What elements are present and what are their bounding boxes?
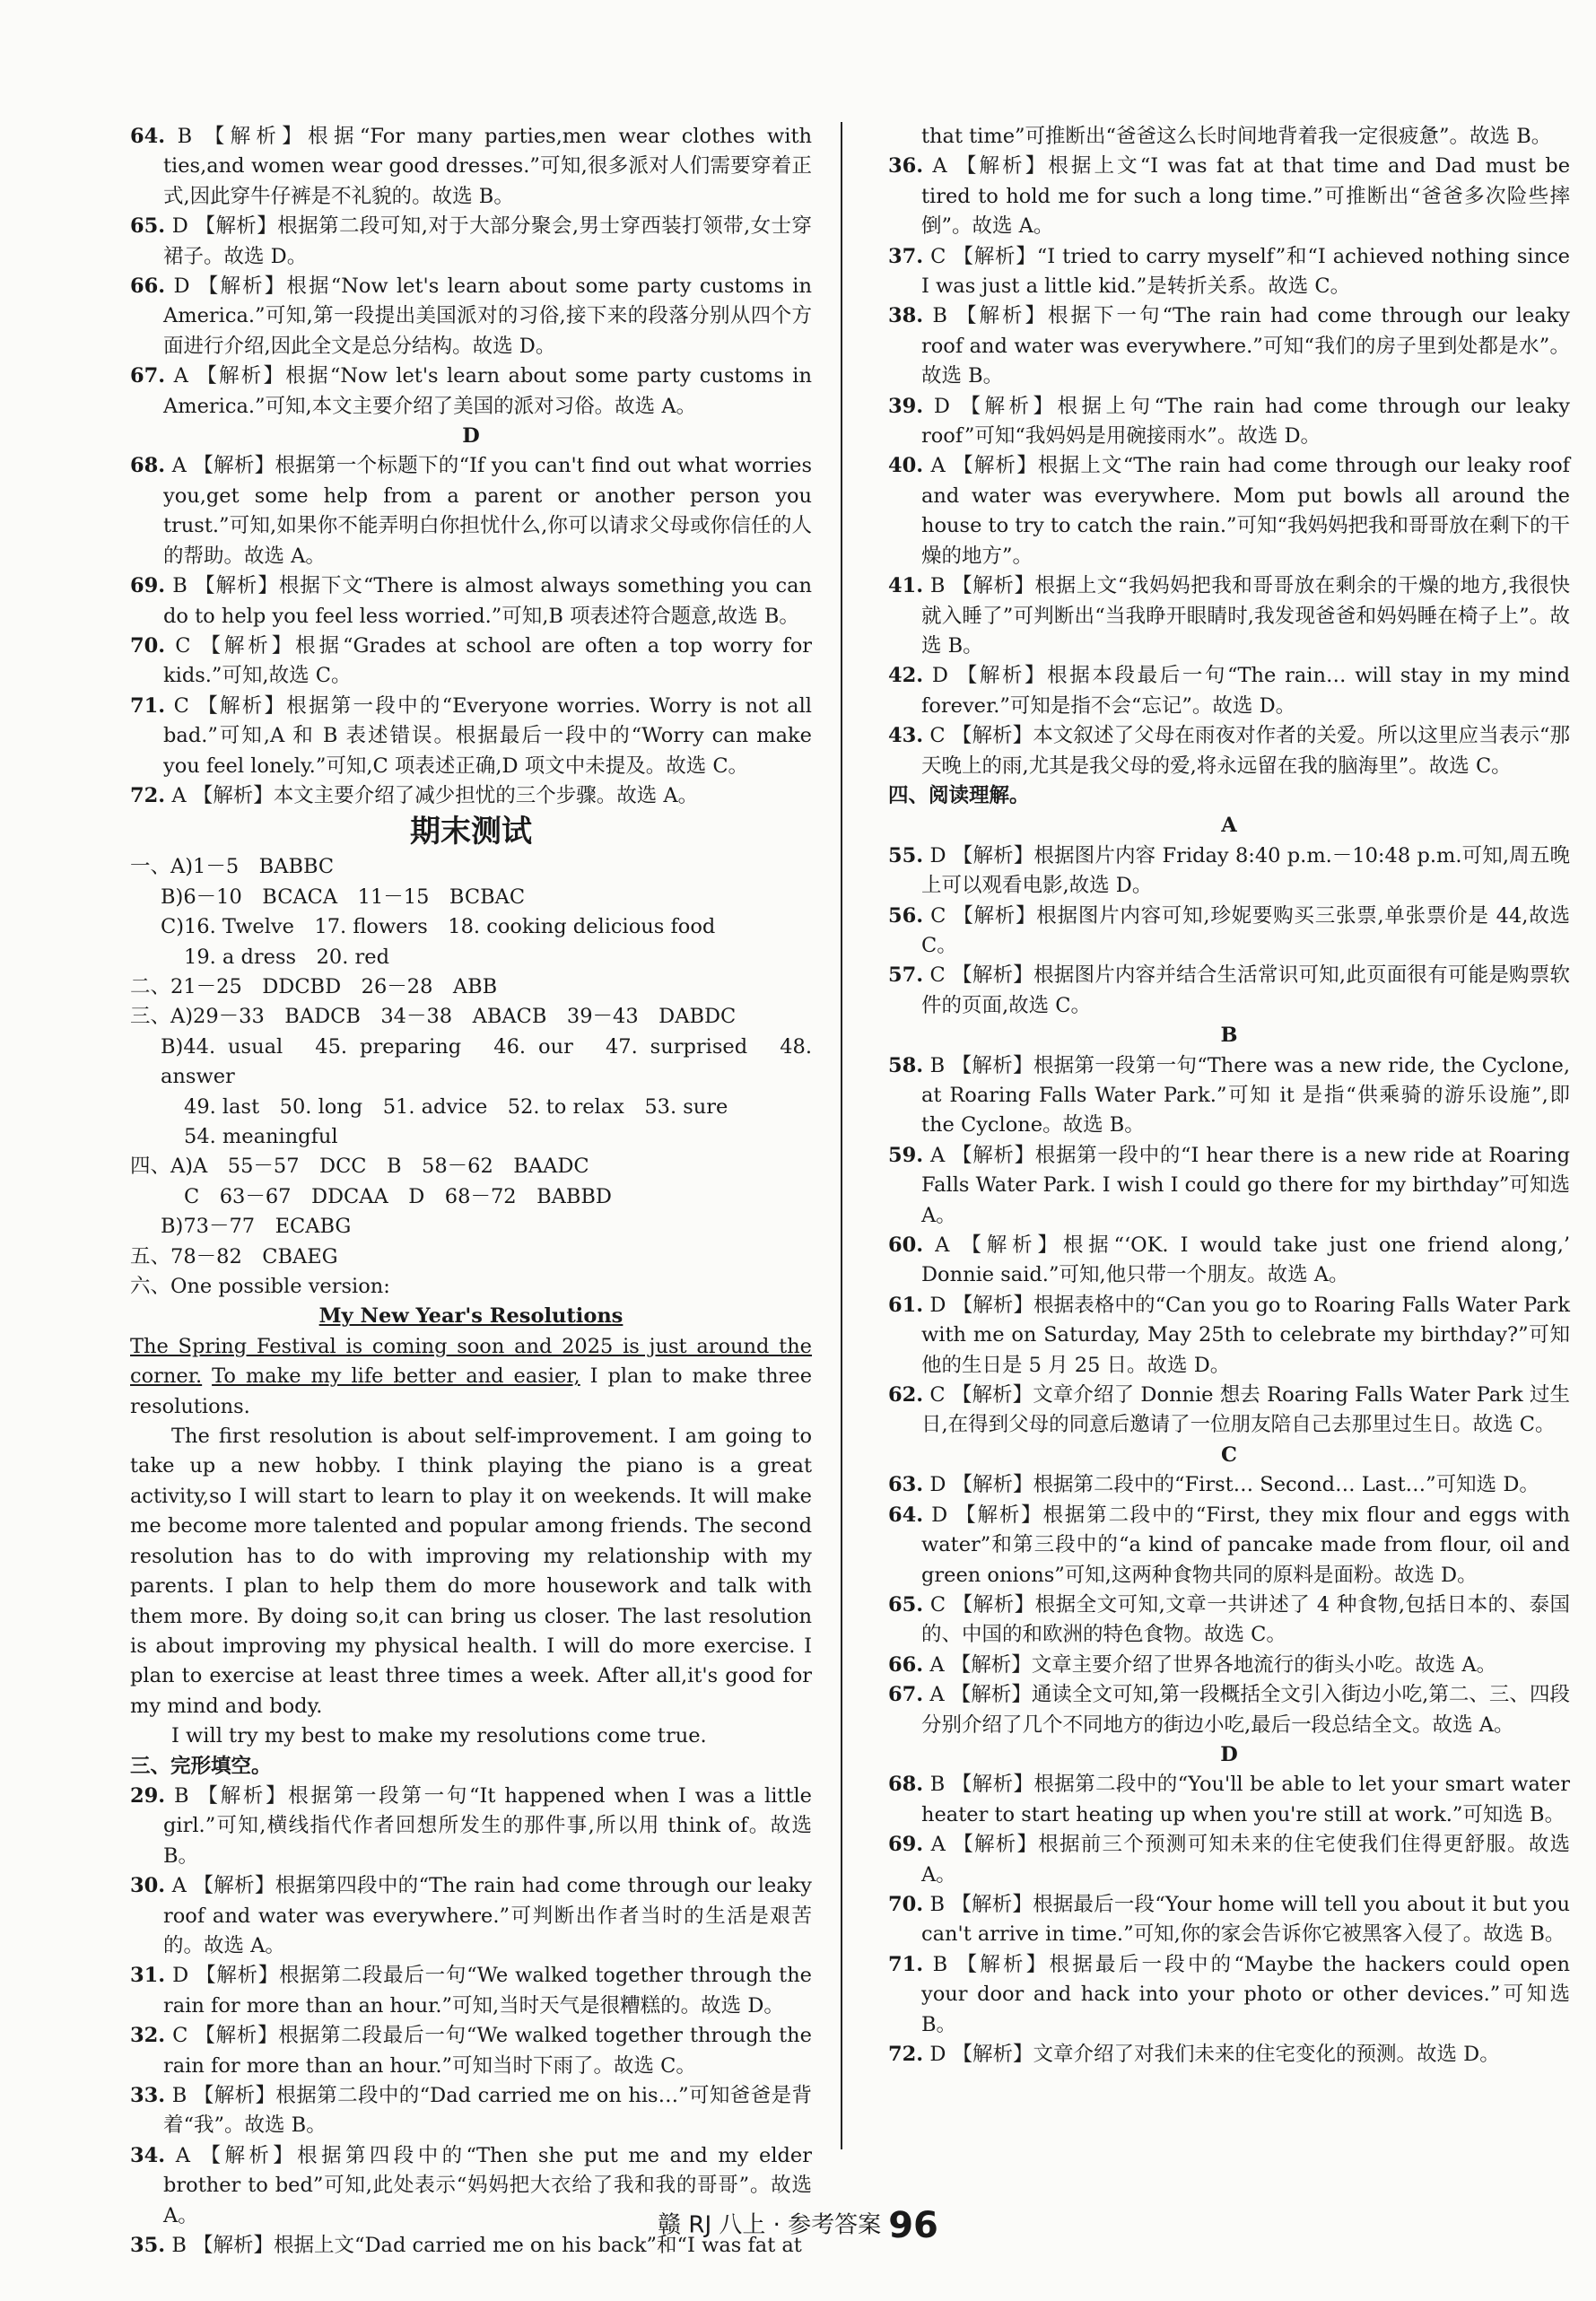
item-number: 34. — [130, 2143, 166, 2167]
item-text: C 【解析】根据图片内容并结合生活常识可知,此页面很有可能是购票软件的页面,故选 C。 — [921, 963, 1571, 1017]
item-text: D 【解析】根据表格中的“Can you go to Roaring Falls Water Park with me on Saturday, May 25th to celebrate my birthday?”可知他的生日是 5 月 25 日。故选 D。 — [921, 1293, 1571, 1377]
essay-underline-1: The Spring Festival is coming soon and 2025 is just around the corner. — [130, 1334, 812, 1389]
answer-item — [888, 1890, 1570, 1950]
answer-key-line: 一、A)1－5 BABBC — [130, 855, 335, 879]
item-text: C 【解析】根据第一段中的“Everyone worries. Worry is not all bad.”可知,A 和 B 表述错误。根据最后一段中的“Worry can make you feel lonely.”可知,C 项表述正确,D 项文中未提及。故选 C。 — [163, 693, 812, 778]
item-text: B 【解析】根据最后一段“Your home will tell you about it but you can't arrive in time.”可知,你的家会告诉你它被黑客入侵了。故选 B。 — [921, 1892, 1570, 1947]
answer-item — [888, 1830, 1570, 1890]
essay-paragraph: The first resolution is about self-improvement. I am going to take up a new hobby. I think playing the piano is a great activity,so I will start to learn to play it on weekends. It will make me become more talented and popular among friends. The second resolution has to do with improving my relationship with my parents. I plan to help them do more housework and talk with them more. By doing so,it can bring us closer. The last resolution is about improving my physical health. I will do more exercise. I plan to exercise at least three times a week. After all,it's good for my mind and body. — [130, 1425, 812, 1718]
item-number: 66. — [130, 275, 166, 299]
item-text: D 【解析】根据图片内容 Friday 8:40 p.m.－10:48 p.m.可知,周五晚上可以观看电影,故选 D。 — [921, 843, 1571, 898]
answer-item — [888, 152, 1570, 241]
item-number: 69. — [130, 574, 166, 598]
item-number: 64. — [130, 125, 166, 148]
item-number: 42. — [888, 664, 924, 688]
answer-item — [130, 2081, 812, 2141]
item-number: 63. — [888, 1473, 924, 1497]
item-number: 39. — [888, 394, 924, 418]
section-d-heading: D — [1220, 1742, 1238, 1766]
item-text: A 【解析】根据“‘OK. I would take just one friend along,’ Donnie said.”可知,他只带一个朋友。故选 A。 — [921, 1233, 1571, 1287]
item-number: 38. — [888, 304, 924, 328]
item-number: 56. — [888, 903, 924, 928]
item-number: 32. — [130, 2024, 166, 2048]
answer-item — [130, 1961, 812, 2021]
item-number: 66. — [888, 1652, 924, 1677]
footer-label: 赣 RJ 八上 · 参考答案 — [658, 2211, 882, 2239]
answer-item — [888, 1651, 1570, 1680]
right-column — [888, 122, 1570, 2070]
item-text: D 【解析】文章介绍了对我们未来的住宅变化的预测。故选 D。 — [929, 2043, 1500, 2066]
section-cloze-heading: 三、完形填空。 — [130, 1754, 272, 1778]
item-number: 29. — [130, 1783, 166, 1808]
item-text: A 【解析】根据上文“The rain had come through our leaky roof and water was everywhere. Mom put bowls all around the house to try to catch the rain.”可知“我妈妈把我和哥哥放在剩下的干燥的地方”。 — [921, 454, 1570, 568]
item-number: 37. — [888, 244, 924, 268]
item-number: 40. — [888, 454, 924, 478]
answer-key-line: 四、A)A 55－57 DCC B 58－62 BAADC — [130, 1155, 589, 1179]
answer-item — [888, 961, 1570, 1021]
item-number: 72. — [130, 783, 166, 807]
left-column — [130, 122, 812, 2261]
item-number: 67. — [130, 364, 166, 388]
answer-item — [888, 1680, 1570, 1740]
answer-item — [888, 571, 1570, 661]
section-a-heading: A — [1221, 814, 1237, 838]
item-text: B 【解析】根据上文“我妈妈把我和哥哥放在剩余的干燥的地方,我很快就入睡了”可判断出“当我睁开眼睛时,我发现爸爸和妈妈睡在椅子上”。故选 B。 — [921, 574, 1571, 658]
answer-item — [888, 242, 1570, 302]
item-text: B 【解析】根据上文“Dad carried me on his back”和“I was fat at — [171, 2234, 802, 2258]
answer-item — [888, 301, 1570, 391]
item-text: A 【解析】根据前三个预测可知未来的住宅使我们住得更舒服。故选 A。 — [921, 1833, 1571, 1887]
answer-item — [888, 1291, 1570, 1381]
answer-item — [130, 692, 812, 781]
answer-item — [130, 362, 812, 422]
answer-item — [888, 392, 1570, 452]
answer-item — [888, 1141, 1570, 1231]
item-text: A 【解析】根据第四段中的“The rain had come through our leaky roof and water was everywhere.”可判断出作者当时的生活是艰苦的。故选 A。 — [163, 1874, 812, 1957]
item-text: D 【解析】根据上句“The rain had come through our leaky roof”可知“我妈妈是用碗接雨水”。故选 D。 — [921, 394, 1570, 449]
item-text: D 【解析】根据本段最后一句“The rain… will stay in my mind forever.”可知是指不会“忘记”。故选 D。 — [921, 664, 1570, 718]
answer-item — [888, 661, 1570, 721]
answer-item — [888, 1501, 1570, 1591]
answer-item — [888, 451, 1570, 571]
item-text: B 【解析】根据第二段中的“Dad carried me on his…”可知爸爸是背着“我”。故选 B。 — [163, 2084, 812, 2138]
answer-item — [888, 1051, 1570, 1141]
page-footer — [0, 2205, 1596, 2246]
answer-key-line: 三、A)29－33 BADCB 34－38 ABACB 39－43 DABDC — [130, 1005, 737, 1029]
continued-text: that time”可推断出“爸爸这么长时间地背着我一定很疲惫”。故选 B。 — [921, 125, 1552, 148]
item-text: D 【解析】根据第二段最后一句“We walked together through the rain for more than an hour.”可知,当时天气是很糟糕的。故选 D。 — [163, 1964, 812, 2018]
answer-key-line: 六、One possible version: — [130, 1275, 390, 1299]
item-text: B 【解析】根据下一句“The rain had come through our leaky roof and water was everywhere.”可知“我们的房子里到处都是水”。故选 B。 — [921, 304, 1570, 388]
section-c-heading: C — [1221, 1442, 1237, 1467]
item-text: A 【解析】本文主要介绍了减少担忧的三个步骤。故选 A。 — [171, 783, 699, 807]
item-number: 58. — [888, 1053, 924, 1077]
item-number: 68. — [130, 454, 166, 478]
answer-key-line: B)44. usual 45. preparing 46. our 47. surprised 48. answer — [161, 1034, 812, 1089]
answer-key-line: C 63－67 DDCAA D 68－72 BABBD — [184, 1184, 612, 1208]
answer-item — [130, 781, 812, 811]
item-number: 33. — [130, 2084, 166, 2107]
item-number: 62. — [888, 1383, 924, 1408]
item-number: 69. — [888, 1833, 924, 1857]
answer-item — [130, 1782, 812, 1871]
answer-item — [888, 1381, 1570, 1441]
item-text: B 【解析】根据第一段第一句“There was a new ride, the Cyclone, at Roaring Falls Water Park.”可知 it 是指“供乘骑的游乐设施”,即 the Cyclone。故选 B。 — [921, 1053, 1571, 1137]
item-number: 65. — [888, 1592, 924, 1617]
item-number: 72. — [888, 2043, 924, 2066]
item-text: A 【解析】根据第一段中的“I hear there is a new ride at Roaring Falls Water Park. I wish I could go there for my birthday”可知选 A。 — [921, 1143, 1570, 1227]
answer-item — [130, 122, 812, 212]
answer-item — [130, 571, 812, 632]
essay-underline-2: To make my life better and easier, — [212, 1364, 580, 1389]
answer-item — [888, 1591, 1570, 1651]
answer-key-line: 五、78－82 CBAEG — [130, 1244, 338, 1268]
essay-intro-rest: I plan to make three resolutions. — [130, 1364, 813, 1418]
answer-item — [130, 451, 812, 571]
item-number: 68. — [888, 1773, 924, 1797]
answer-key-line: B)6－10 BCACA 11－15 BCBAC — [161, 885, 526, 909]
item-text: A 【解析】根据“Now let's learn about some party customs in America.”可知,本文主要介绍了美国的派对习俗。故选 A。 — [163, 364, 812, 418]
answer-key-line: 54. meaningful — [184, 1125, 338, 1148]
item-text: A 【解析】通读全文可知,第一段概括全文引入街边小吃,第二、三、四段分别介绍了几个不同地方的街边小吃,最后一段总结全文。故选 A。 — [921, 1683, 1570, 1737]
column-divider — [841, 122, 842, 2149]
item-number: 71. — [888, 1952, 924, 1976]
answer-item — [888, 1770, 1570, 1830]
item-text: D 【解析】根据第二段中的“First… Second… Last…”可知选 D。 — [929, 1473, 1539, 1497]
answer-item — [888, 841, 1570, 902]
item-number: 41. — [888, 574, 924, 598]
answer-item — [888, 1470, 1570, 1500]
item-text: C 【解析】文章介绍了 Donnie 想去 Roaring Falls Water Park 过生日,在得到父母的同意后邀请了一位朋友陪自己去那里过生日。故选 C。 — [921, 1383, 1571, 1437]
item-number: 35. — [130, 2234, 166, 2258]
section-d-heading: D — [462, 424, 480, 449]
item-text: C 【解析】本文叙述了父母在雨夜对作者的关爱。所以这里应当表示“那天晚上的雨,尤其是我父母的爱,将永远留在我的脑海里”。故选 C。 — [921, 724, 1571, 778]
essay-paragraph: I will try my best to make my resolutions come true. — [171, 1724, 707, 1748]
item-number: 60. — [888, 1233, 924, 1258]
item-number: 61. — [888, 1293, 924, 1317]
item-number: 30. — [130, 1874, 166, 1898]
item-text: A 【解析】文章主要介绍了世界各地流行的街头小吃。故选 A。 — [929, 1652, 1497, 1677]
item-text: C 【解析】根据第二段最后一句“We walked together through the rain for more than an hour.”可知当时下雨了。故选 C。 — [163, 2024, 812, 2078]
section-reading-heading: 四、阅读理解。 — [888, 783, 1030, 807]
item-number: 65. — [130, 214, 166, 239]
page-number: 96 — [888, 2205, 938, 2246]
item-number: 57. — [888, 963, 924, 988]
item-text: A 【解析】根据第一个标题下的“If you can't find out what worries you,get some help from a parent or another person you trust.”可知,如果你不能弄明白你担忧什么,你可以请求父母或你信任的人的帮助。故选 A。 — [163, 454, 813, 568]
item-text: C 【解析】根据全文可知,文章一共讲述了 4 种食物,包括日本的、泰国的、中国的和欧洲的特色食物。故选 C。 — [921, 1592, 1570, 1647]
answer-item — [888, 1950, 1570, 2040]
item-text: D 【解析】根据第二段中的“First, they mix flour and eggs with water”和第三段中的“a kind of pancake made from flour, oil and green onions”可知,这两种食物共同的原料是面粉。故选 D。 — [921, 1503, 1570, 1587]
item-number: 36. — [888, 154, 924, 179]
essay-title: My New Year's Resolutions — [318, 1304, 624, 1329]
answer-item — [130, 1871, 812, 1961]
item-text: C 【解析】根据图片内容可知,珍妮要购买三张票,单张票价是 44,故选 C。 — [921, 903, 1570, 957]
answer-item — [888, 1231, 1570, 1291]
answer-item — [130, 212, 812, 272]
answer-item — [130, 272, 812, 362]
item-number: 55. — [888, 843, 924, 867]
item-number: 67. — [888, 1683, 924, 1707]
answer-key-line: 19. a dress 20. red — [184, 945, 389, 969]
item-number: 70. — [130, 633, 166, 658]
item-text: B 【解析】根据“For many parties,men wear clothes with ties,and women wear good dresses.”可知,很多派对人们需要穿着正式,因此穿牛仔裤是不礼貌的。故选 B。 — [163, 125, 812, 208]
item-text: B 【解析】根据第二段中的“You'll be able to let your smart water heater to start heating up when you're still at work.”可知选 B。 — [921, 1773, 1570, 1826]
essay-intro — [130, 1332, 812, 1422]
answer-key-line: 二、21－25 DDCBD 26－28 ABB — [130, 974, 498, 998]
answer-key-line: B)73－77 ECABG — [161, 1215, 352, 1239]
item-text: C 【解析】根据“Grades at school are often a top worry for kids.”可知,故选 C。 — [163, 633, 812, 688]
item-text: A 【解析】根据上文“I was fat at that time and Dad must be tired to hold me for such a long time.”可推断出“爸爸多次险些摔倒”。故选 A。 — [921, 154, 1571, 239]
item-number: 64. — [888, 1503, 924, 1527]
answer-item — [130, 2021, 812, 2081]
answer-item — [130, 632, 812, 692]
item-text: B 【解析】根据第一段第一句“It happened when I was a little girl.”可知,横线指代作者回想所发生的那件事,所以用 think of。故选 B。 — [163, 1783, 812, 1868]
item-number: 59. — [888, 1143, 924, 1167]
item-text: B 【解析】根据下文“There is almost always something you can do to help you feel less worried.”可知,B 项表述符合题意,故选 B。 — [163, 574, 812, 628]
item-number: 31. — [130, 1964, 166, 1988]
item-number: 43. — [888, 724, 924, 748]
item-text: B 【解析】根据最后一段中的“Maybe the hackers could open your door and hack into your photo or other devices.”可知选 B。 — [921, 1952, 1571, 2036]
item-text: C 【解析】“I tried to carry myself”和“I achieved nothing since I was just a little kid.”是转折关系。故选 C。 — [921, 244, 1570, 299]
answer-item — [888, 2040, 1570, 2070]
answer-key-line: 49. last 50. long 51. advice 52. to relax 53. sure — [184, 1094, 728, 1119]
test-title: 期末测试 — [410, 814, 532, 850]
item-text: A 【解析】根据第四段中的“Then she put me and my elder brother to bed”可知,此处表示“妈妈把大衣给了我和我的哥哥”。故选 A。 — [163, 2143, 812, 2227]
item-number: 70. — [888, 1892, 924, 1916]
answer-key-line: C)16. Twelve 17. flowers 18. cooking delicious food — [161, 915, 716, 939]
item-number: 71. — [130, 693, 166, 718]
answer-item — [888, 721, 1570, 781]
item-text: D 【解析】根据“Now let's learn about some party customs in America.”可知,第一段提出美国派对的习俗,接下来的段落分别从四个方面进行介绍,因此全文是总分结构。故选 D。 — [163, 275, 812, 358]
item-text: D 【解析】根据第二段可知,对于大部分聚会,男士穿西装打领带,女士穿裙子。故选 D。 — [163, 214, 812, 268]
answer-item — [888, 902, 1570, 962]
section-b-heading: B — [1220, 1024, 1238, 1048]
